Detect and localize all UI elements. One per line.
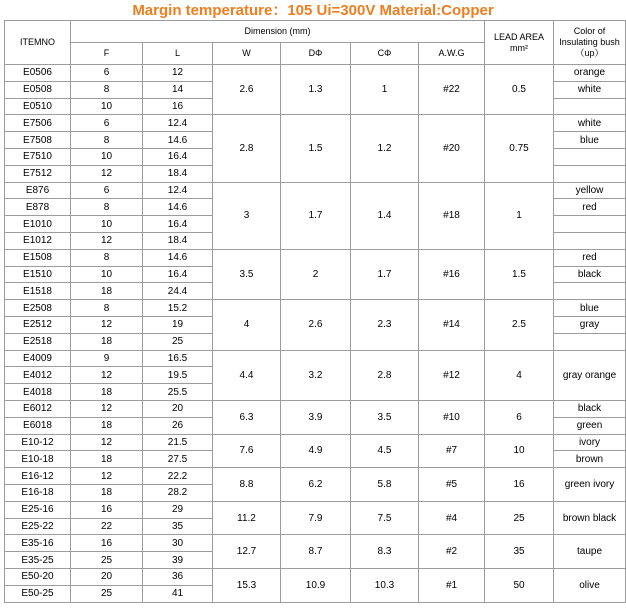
l-value: 16.4 [143,148,213,165]
lead-area-value: 35 [485,535,554,569]
awg-value: #18 [419,182,485,249]
f-value: 25 [71,585,143,602]
item-number: E16-18 [5,484,71,501]
w-value: 3.5 [213,249,281,299]
header-lead-area [485,21,554,65]
item-number: E0510 [5,98,71,115]
item-number: E7506 [5,115,71,132]
w-value: 6.3 [213,400,281,434]
table-row [5,501,626,518]
header-dimension: Dimension (mm) [71,21,485,43]
f-value: 18 [71,384,143,401]
d-value: 8.7 [281,535,351,569]
item-number: E1518 [5,283,71,300]
f-value: 9 [71,350,143,367]
insulating-color: red [554,199,626,216]
l-value: 21.5 [143,434,213,451]
lead-area-value: 25 [485,501,554,535]
item-number: E4012 [5,367,71,384]
w-value: 15.3 [213,568,281,602]
awg-value: #14 [419,300,485,350]
item-number: E16-12 [5,468,71,485]
f-value: 10 [71,148,143,165]
f-value: 12 [71,468,143,485]
f-value: 6 [71,182,143,199]
header-l: L [143,43,213,65]
insulating-color [554,148,626,165]
l-value: 36 [143,568,213,585]
l-value: 16.5 [143,350,213,367]
w-value: 2.6 [213,65,281,115]
l-value: 18.4 [143,232,213,249]
f-value: 12 [71,400,143,417]
lead-area-value: 1.5 [485,249,554,299]
item-number: E878 [5,199,71,216]
d-value: 2.6 [281,300,351,350]
table-row [5,400,626,417]
c-value: 1.2 [351,115,419,182]
item-number: E4018 [5,384,71,401]
f-value: 8 [71,81,143,98]
l-value: 14.6 [143,132,213,149]
d-value: 2 [281,249,351,299]
l-value: 26 [143,417,213,434]
f-value: 8 [71,199,143,216]
awg-value: #22 [419,65,485,115]
item-number: E35-25 [5,552,71,569]
l-value: 29 [143,501,213,518]
d-value: 7.9 [281,501,351,535]
table-row [5,182,626,199]
table-row [5,434,626,451]
table-row [5,568,626,585]
f-value: 18 [71,333,143,350]
insulating-color: orange [554,65,626,82]
item-number: E4009 [5,350,71,367]
table-row [5,249,626,266]
header-awg: A.W.G [419,43,485,65]
d-value: 1.5 [281,115,351,182]
lead-area-value: 16 [485,468,554,502]
d-value: 3.2 [281,350,351,400]
awg-value: #4 [419,501,485,535]
insulating-color: white [554,81,626,98]
insulating-color [554,216,626,233]
awg-value: #16 [419,249,485,299]
d-value: 3.9 [281,400,351,434]
f-value: 8 [71,249,143,266]
f-value: 20 [71,568,143,585]
f-value: 25 [71,552,143,569]
item-number: E6012 [5,400,71,417]
table-row [5,350,626,367]
header-d: DΦ [281,43,351,65]
page-title: Margin temperature：105 Ui=300V Material:Copper [132,2,494,19]
d-value: 4.9 [281,434,351,468]
w-value: 4 [213,300,281,350]
lead-area-value: 50 [485,568,554,602]
table-row [5,115,626,132]
d-value: 10.9 [281,568,351,602]
f-value: 12 [71,316,143,333]
insulating-color: black [554,266,626,283]
terminal-spec-table [4,20,626,603]
w-value: 7.6 [213,434,281,468]
c-value: 3.5 [351,400,419,434]
header-lead-area-unit: mm² [510,42,528,53]
c-value: 1.7 [351,249,419,299]
header-w: W [213,43,281,65]
insulating-color [554,283,626,300]
c-value: 5.8 [351,468,419,502]
awg-value: #5 [419,468,485,502]
w-value: 2.8 [213,115,281,182]
c-value: 2.8 [351,350,419,400]
l-value: 19.5 [143,367,213,384]
f-value: 22 [71,518,143,535]
c-value: 4.5 [351,434,419,468]
item-number: E2518 [5,333,71,350]
item-number: E6018 [5,417,71,434]
l-value: 24.4 [143,283,213,300]
item-number: E10-12 [5,434,71,451]
l-value: 16.4 [143,216,213,233]
l-value: 19 [143,316,213,333]
l-value: 25.5 [143,384,213,401]
table-row [5,65,626,82]
l-value: 30 [143,535,213,552]
d-value: 6.2 [281,468,351,502]
item-number: E7512 [5,165,71,182]
l-value: 25 [143,333,213,350]
table-row [5,535,626,552]
item-number: E50-25 [5,585,71,602]
item-number: E7510 [5,148,71,165]
insulating-color: gray [554,316,626,333]
c-value: 7.5 [351,501,419,535]
f-value: 16 [71,501,143,518]
table-body [5,65,626,603]
awg-value: #20 [419,115,485,182]
insulating-color [554,165,626,182]
lead-area-value: 6 [485,400,554,434]
item-number: E7508 [5,132,71,149]
f-value: 16 [71,535,143,552]
item-number: E2512 [5,316,71,333]
f-value: 10 [71,216,143,233]
lead-area-value: 4 [485,350,554,400]
c-value: 10.3 [351,568,419,602]
insulating-color: ivory [554,434,626,451]
f-value: 8 [71,300,143,317]
insulating-color: blue [554,132,626,149]
insulating-color: blue [554,300,626,317]
l-value: 28.2 [143,484,213,501]
c-value: 1.4 [351,182,419,249]
item-number: E0508 [5,81,71,98]
insulating-color: green ivory [554,468,626,502]
l-value: 15.2 [143,300,213,317]
f-value: 10 [71,98,143,115]
f-value: 18 [71,484,143,501]
w-value: 12.7 [213,535,281,569]
l-value: 12.4 [143,115,213,132]
w-value: 4.4 [213,350,281,400]
w-value: 8.8 [213,468,281,502]
lead-area-value: 1 [485,182,554,249]
table-row [5,300,626,317]
insulating-color: brown black [554,501,626,535]
insulating-color: green [554,417,626,434]
insulating-color: olive [554,568,626,602]
insulating-color [554,98,626,115]
l-value: 12 [143,65,213,82]
f-value: 12 [71,165,143,182]
d-value: 1.7 [281,182,351,249]
l-value: 20 [143,400,213,417]
item-number: E1508 [5,249,71,266]
lead-area-value: 0.5 [485,65,554,115]
l-value: 22.2 [143,468,213,485]
awg-value: #12 [419,350,485,400]
c-value: 8.3 [351,535,419,569]
d-value: 1.3 [281,65,351,115]
insulating-color: black [554,400,626,417]
lead-area-value: 10 [485,434,554,468]
insulating-color: white [554,115,626,132]
insulating-color [554,333,626,350]
header-itemno: ITEMNO [5,21,71,65]
item-number: E50-20 [5,568,71,585]
f-value: 6 [71,115,143,132]
header-c: CΦ [351,43,419,65]
item-number: E25-22 [5,518,71,535]
lead-area-value: 0.75 [485,115,554,182]
insulating-color: yellow [554,182,626,199]
header-f: F [71,43,143,65]
f-value: 10 [71,266,143,283]
w-value: 11.2 [213,501,281,535]
l-value: 39 [143,552,213,569]
header-insulating-color: Color of Insulating bush（up） [554,21,626,65]
f-value: 18 [71,451,143,468]
insulating-color: taupe [554,535,626,569]
item-number: E1510 [5,266,71,283]
f-value: 6 [71,65,143,82]
awg-value: #1 [419,568,485,602]
l-value: 16 [143,98,213,115]
item-number: E25-16 [5,501,71,518]
awg-value: #10 [419,400,485,434]
l-value: 27.5 [143,451,213,468]
l-value: 12.4 [143,182,213,199]
l-value: 18.4 [143,165,213,182]
f-value: 12 [71,232,143,249]
awg-value: #2 [419,535,485,569]
f-value: 8 [71,132,143,149]
l-value: 14 [143,81,213,98]
lead-area-value: 2.5 [485,300,554,350]
item-number: E0506 [5,65,71,82]
f-value: 18 [71,417,143,434]
c-value: 2.3 [351,300,419,350]
insulating-color: gray orange [554,350,626,400]
l-value: 14.6 [143,199,213,216]
table-row [5,468,626,485]
c-value: 1 [351,65,419,115]
header-lead-area-label: LEAD AREA [493,31,545,42]
l-value: 35 [143,518,213,535]
l-value: 16.4 [143,266,213,283]
item-number: E1010 [5,216,71,233]
insulating-color: brown [554,451,626,468]
f-value: 12 [71,434,143,451]
awg-value: #7 [419,434,485,468]
insulating-color: red [554,249,626,266]
insulating-color [554,232,626,249]
l-value: 14.6 [143,249,213,266]
f-value: 12 [71,367,143,384]
item-number: E1012 [5,232,71,249]
item-number: E2508 [5,300,71,317]
f-value: 18 [71,283,143,300]
item-number: E876 [5,182,71,199]
w-value: 3 [213,182,281,249]
l-value: 41 [143,585,213,602]
item-number: E35-16 [5,535,71,552]
item-number: E10-18 [5,451,71,468]
